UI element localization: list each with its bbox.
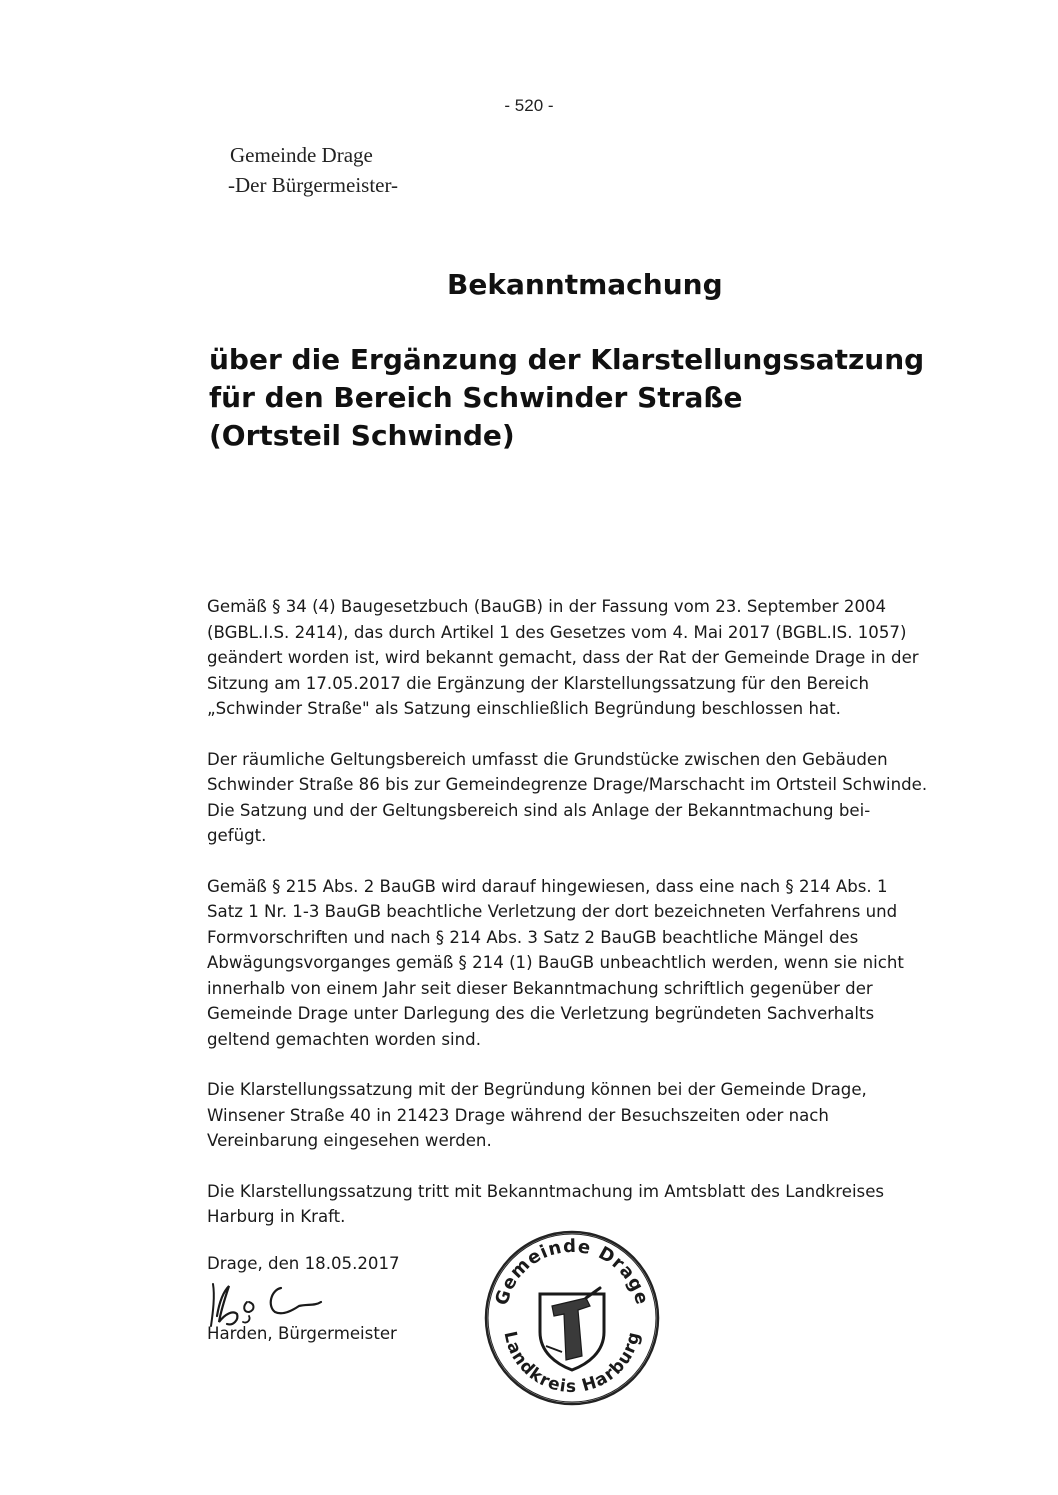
paragraph-inspection	[207, 1077, 967, 1154]
text-line: Harburg in Kraft.	[207, 1207, 346, 1226]
text-line: innerhalb von einem Jahr seit dieser Bekanntmachung schriftlich gegenüber der	[207, 978, 873, 998]
paragraph-effective	[207, 1179, 967, 1230]
sender-name: Gemeinde Drage	[230, 143, 373, 167]
svg-text:Gemeinde Drage: Gemeinde Drage	[491, 1235, 653, 1308]
subtitle-line: für den Bereich Schwinder Straße	[209, 381, 743, 414]
text-line: Gemäß § 34 (4) Baugesetzbuch (BauGB) in der Fassung vom 23. September 2004	[207, 597, 887, 616]
subtitle-line: (Ortsteil Schwinde)	[209, 419, 515, 452]
svg-text:Landkreis Harburg: Landkreis Harburg	[499, 1329, 645, 1398]
text-line: Gemäß § 215 Abs. 2 BauGB wird darauf hingewiesen, dass eine nach § 214 Abs. 1	[207, 876, 888, 896]
text-line: Schwinder Straße 86 bis zur Gemeindegrenze Drage/Marschacht im Ortsteil Schwinde.	[207, 775, 928, 794]
text-line: geändert worden ist, wird bekannt gemacht, dass der Rat der Gemeinde Drage in der	[207, 648, 919, 667]
paragraph-legal-basis	[207, 594, 967, 722]
document-title: Bekanntmachung	[447, 268, 723, 301]
text-line: (BGBL.I.S. 2414), das durch Artikel 1 des Gesetzes vom 4. Mai 2017 (BGBL.IS. 1057)	[207, 622, 907, 642]
paragraph-notice	[207, 874, 967, 1053]
text-line: Formvorschriften und nach § 214 Abs. 3 Satz 2 BauGB beachtliche Mängel des	[207, 927, 859, 947]
official-seal	[482, 1228, 662, 1408]
text-line: „Schwinder Straße" als Satzung einschließlich Begründung beschlossen hat.	[207, 699, 841, 718]
sender-block	[230, 140, 398, 200]
text-line: Vereinbarung eingesehen werden.	[207, 1131, 492, 1150]
text-line: Abwägungsvorganges gemäß § 214 (1) BauGB unbeachtlich werden, wenn sie nicht	[207, 953, 904, 972]
document-subtitle	[209, 341, 924, 455]
place-date: Drage, den 18.05.2017	[207, 1254, 400, 1273]
subtitle-line: über die Ergänzung der Klarstellungssatzung	[209, 343, 925, 376]
text-line: Die Klarstellungssatzung mit der Begründung können bei der Gemeinde Drage,	[207, 1080, 867, 1099]
text-line: geltend gemachten worden sind.	[207, 1029, 481, 1049]
text-line: Der räumliche Geltungsbereich umfasst die Grundstücke zwischen den Gebäuden	[207, 749, 888, 769]
text-line: Die Satzung und der Geltungsbereich sind als Anlage der Bekanntmachung bei-	[207, 800, 871, 820]
text-line: Satz 1 Nr. 1-3 BauGB beachtliche Verletzung der dort bezeichneten Verfahrens und	[207, 902, 898, 921]
text-line: Gemeinde Drage unter Darlegung des die Verletzung begründeten Sachverhalts	[207, 1004, 875, 1023]
paragraph-scope	[207, 747, 967, 849]
sender-role: -Der Bürgermeister-	[228, 173, 399, 197]
signer-name: Harden, Bürgermeister	[207, 1324, 397, 1343]
text-line: gefügt.	[207, 826, 267, 845]
closing-block	[207, 1254, 400, 1273]
page-number: - 520 -	[504, 96, 554, 115]
text-line: Winsener Straße 40 in 21423 Drage während der Besuchszeiten oder nach	[207, 1105, 829, 1125]
text-line: Die Klarstellungssatzung tritt mit Bekanntmachung im Amtsblatt des Landkreises	[207, 1181, 885, 1201]
text-line: Sitzung am 17.05.2017 die Ergänzung der Klarstellungssatzung für den Bereich	[207, 673, 869, 693]
document-body	[207, 594, 967, 1255]
